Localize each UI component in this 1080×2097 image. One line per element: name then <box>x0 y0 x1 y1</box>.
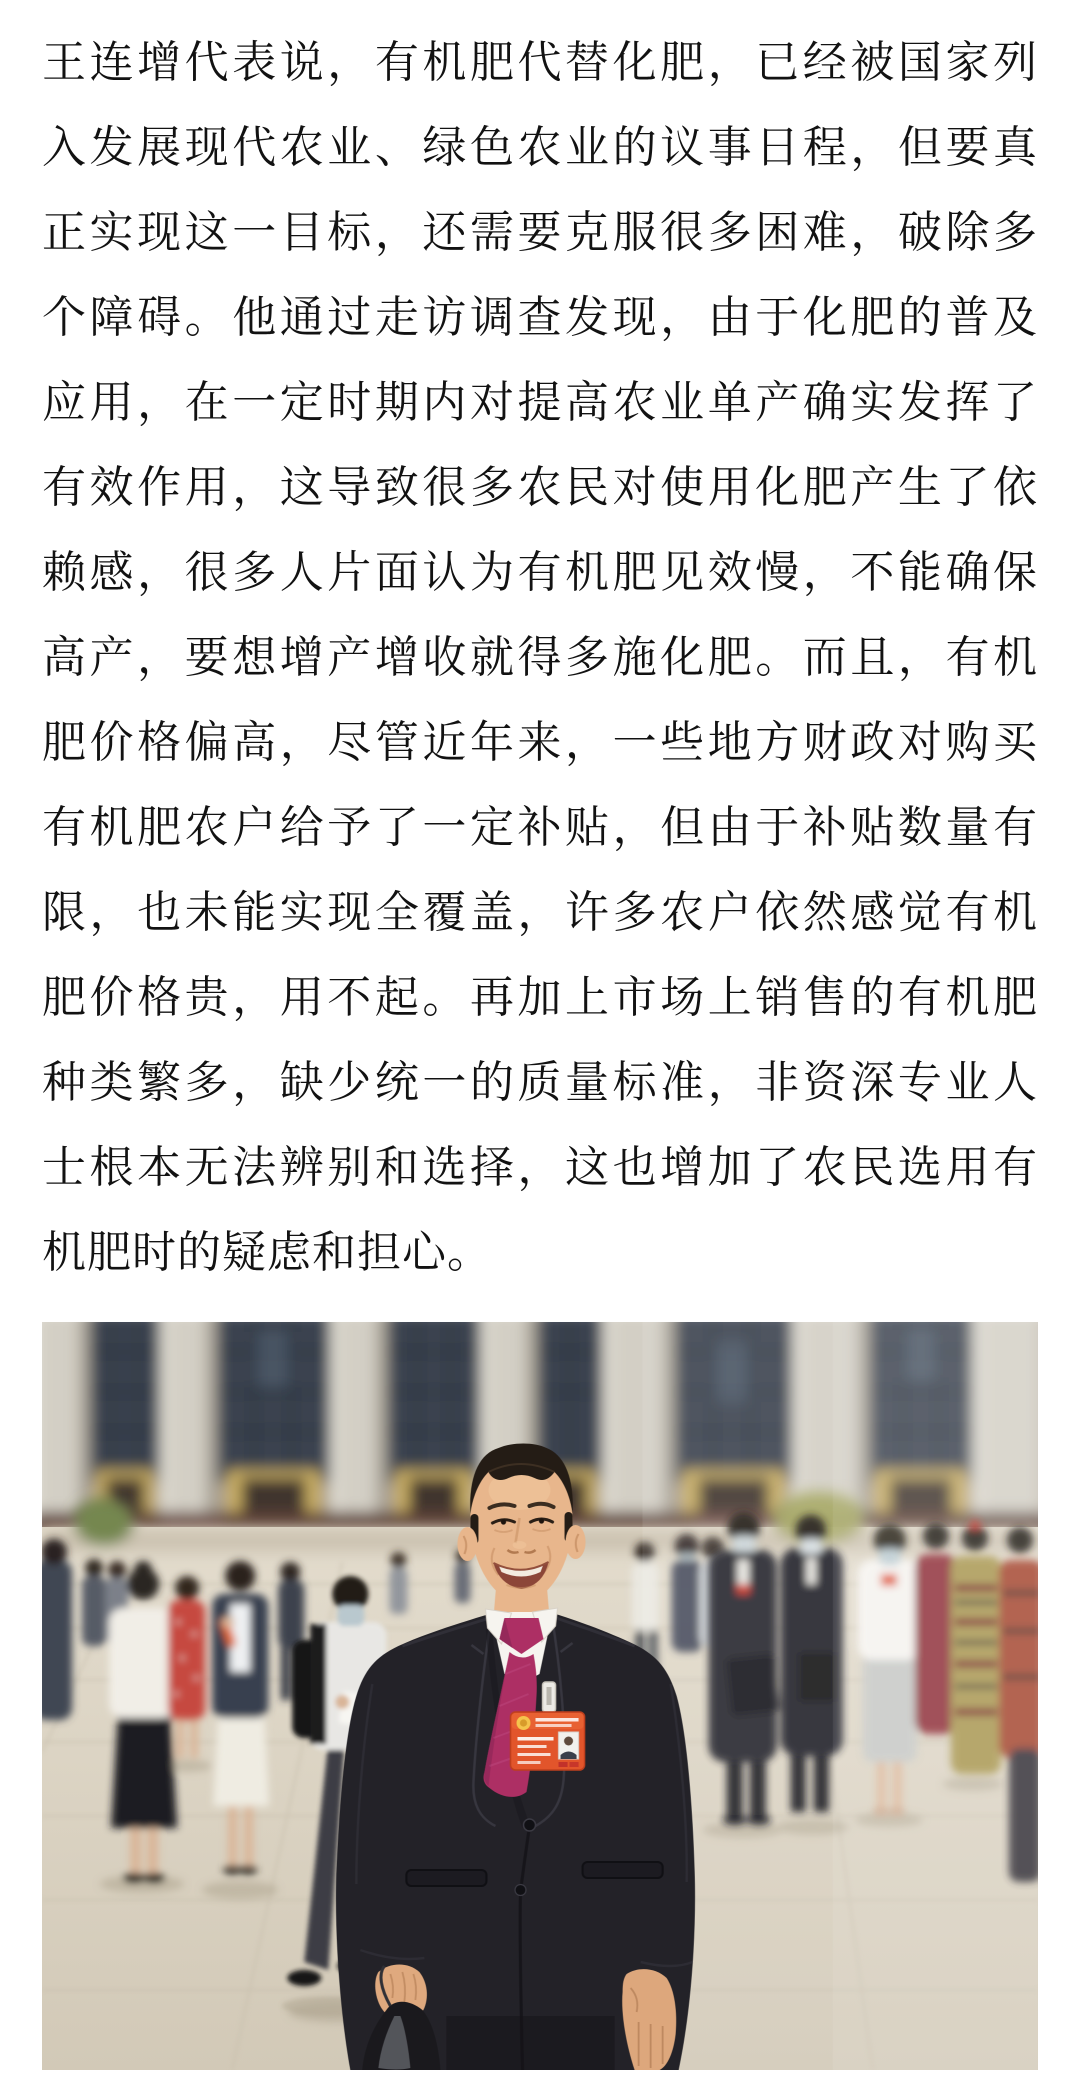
article-text-line: 肥价格贵，用不起。再加上市场上销售的有机肥 <box>42 973 1038 1022</box>
article-text-line: 肥价格偏高，尽管近年来，一些地方财政对购买 <box>42 718 1038 767</box>
article-text-line: 个障碍。他通过走访调查发现，由于化肥的普及 <box>42 293 1038 342</box>
article-text-line: 王连增代表说，有机肥代替化肥，已经被国家列 <box>42 38 1038 87</box>
article-text-line: 正实现这一目标，还需要克服很多困难，破除多 <box>42 208 1038 257</box>
sunlight-overlay-2 <box>833 1322 1038 2070</box>
article-text-line: 限，也未能实现全覆盖，许多农户依然感觉有机 <box>42 888 1038 937</box>
photo-illustration <box>42 1322 1038 2070</box>
article-text-line: 有机肥农户给予了一定补贴，但由于补贴数量有 <box>42 803 1038 852</box>
article-text-line: 士根本无法辨别和选择，这也增加了农民选用有 <box>42 1143 1038 1192</box>
article-text-line: 高产，要想增产增收就得多施化肥。而且，有机 <box>42 633 1038 682</box>
article-text-line: 种类繁多，缺少统一的质量标准，非资深专业人 <box>42 1058 1038 1107</box>
photo-delegate-at-great-hall <box>42 1322 1038 2070</box>
article-text-line: 入发展现代农业、绿色农业的议事日程，但要真 <box>42 123 1038 172</box>
article-text-line: 机肥时的疑虑和担心。 <box>42 1228 492 1277</box>
article-text-line: 应用，在一定时期内对提高农业单产确实发挥了 <box>42 378 1038 427</box>
article-text-line: 有效作用，这导致很多农民对使用化肥产生了依 <box>42 463 1038 512</box>
delegate-badge-icon <box>510 1712 584 1770</box>
article-text-line: 赖感，很多人片面认为有机肥见效慢，不能确保 <box>42 548 1038 597</box>
